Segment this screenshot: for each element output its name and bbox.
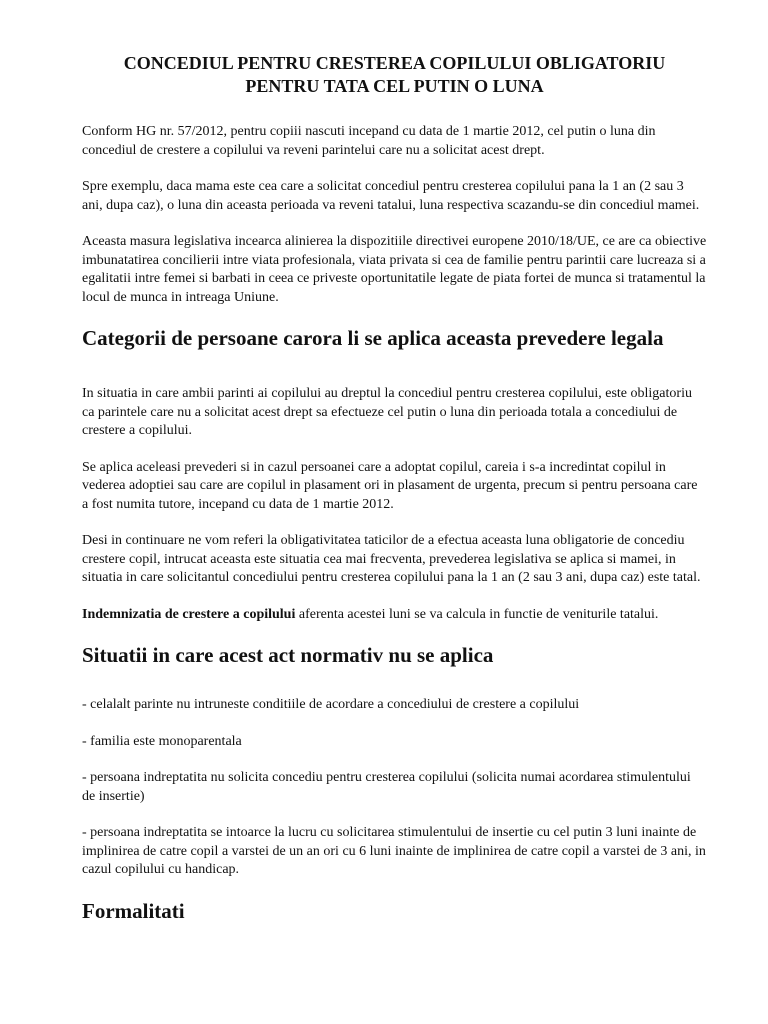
title-line-2: PENTRU TATA CEL PUTIN O LUNA — [245, 76, 544, 96]
intro-paragraph-1: Conform HG nr. 57/2012, pentru copiii nascuti incepand cu data de 1 martie 2012, cel putin o luna din concediul de crestere a copilului va reveni parintelui care nu a solicitat acest drept. — [82, 124, 656, 158]
exception-item-1: - celalalt parinte nu intruneste conditiile de acordare a concediului de crestere a copilului — [82, 697, 580, 712]
heading-formalities: Formalitati — [82, 898, 185, 923]
document-page — [82, 52, 707, 924]
categories-paragraph-3: Desi in continuare ne vom referi la obligativitatea taticilor de a efectua aceasta luna obligatorie de concediu crestere copil, intrucat aceasta este situatia cea mai frecventa, prevederea legislativa se aplica si mamei, in situatia in care solicitantul concediului pentru cresterea copilului pana la 1 an (2 sau 3 ani, dupa caz) este tatal. — [82, 533, 701, 585]
intro-paragraph-2: Spre exemplu, daca mama este cea care a solicitat concediul pentru cresterea copilului pana la 1 an (2 sau 3 ani, dupa caz), o luna din aceasta perioada va reveni tatalui, luna respectiva scazandu-se din concediul mamei. — [82, 179, 700, 213]
exception-item-2: - familia este monoparentala — [82, 733, 242, 749]
exception-item-4: - persoana indreptatita se intoarce la lucru cu solicitarea stimulentului de insertie cu cel putin 3 luni inainte de implinirea de catre copil a varstei de un an ori cu 6 luni inainte de implinirea de catre copil a varstei de 3 ani, in cazul copilului cu handicap. — [82, 825, 706, 877]
indemnizatie-paragraph — [82, 606, 707, 625]
categories-paragraph-2: Se aplica aceleasi prevederi si in cazul persoanei care a adoptat copilul, careia i s-a incredintat copilul in vederea adoptiei sau care are copilul in plasament ori in plasament de urgenta, precum si pentru persoana care a fost numita tutore, incepand cu data de 1 martie 2012. — [82, 459, 698, 512]
document-title — [82, 52, 707, 98]
indemnizatie-bold-text: Indemnizatia de crestere a copilului — [82, 606, 296, 622]
heading-exceptions: Situatii in care acest act normativ nu se aplica — [82, 643, 494, 667]
title-line-1: CONCEDIUL PENTRU CRESTEREA COPILULUI OBLIGATORIU — [123, 53, 666, 73]
intro-paragraph-3: Aceasta masura legislativa incearca alinierea la dispozitiile directivei europene 2010/18/UE, ce are ca obiective imbunatatirea concilierii intre viata profesionala, viata privata si cea de familie pentru parintii care lucreaza si a egalitatii intre femei si barbati in ceea ce priveste oportunitatile legate de piata fortei de munca si tratamentul la locul de munca in intreaga Uniune. — [82, 234, 707, 305]
exception-item-3: - persoana indreptatita nu solicita concediu pentru cresterea copilului (solicita numai acordarea stimulentului de insertie) — [82, 770, 691, 804]
indemnizatie-rest-text: aferenta acestei luni se va calcula in functie de veniturile tatalui. — [295, 606, 659, 622]
heading-categories: Categorii de persoane carora li se aplica aceasta prevedere legala — [82, 326, 664, 350]
categories-paragraph-1: In situatia in care ambii parinti ai copilului au dreptul la concediul pentru cresterea copilului, este obligatoriu ca parintele care nu a solicitat acest drept sa efectueze cel putin o luna din perioada totala a concediului de crestere a copilului. — [82, 386, 692, 438]
